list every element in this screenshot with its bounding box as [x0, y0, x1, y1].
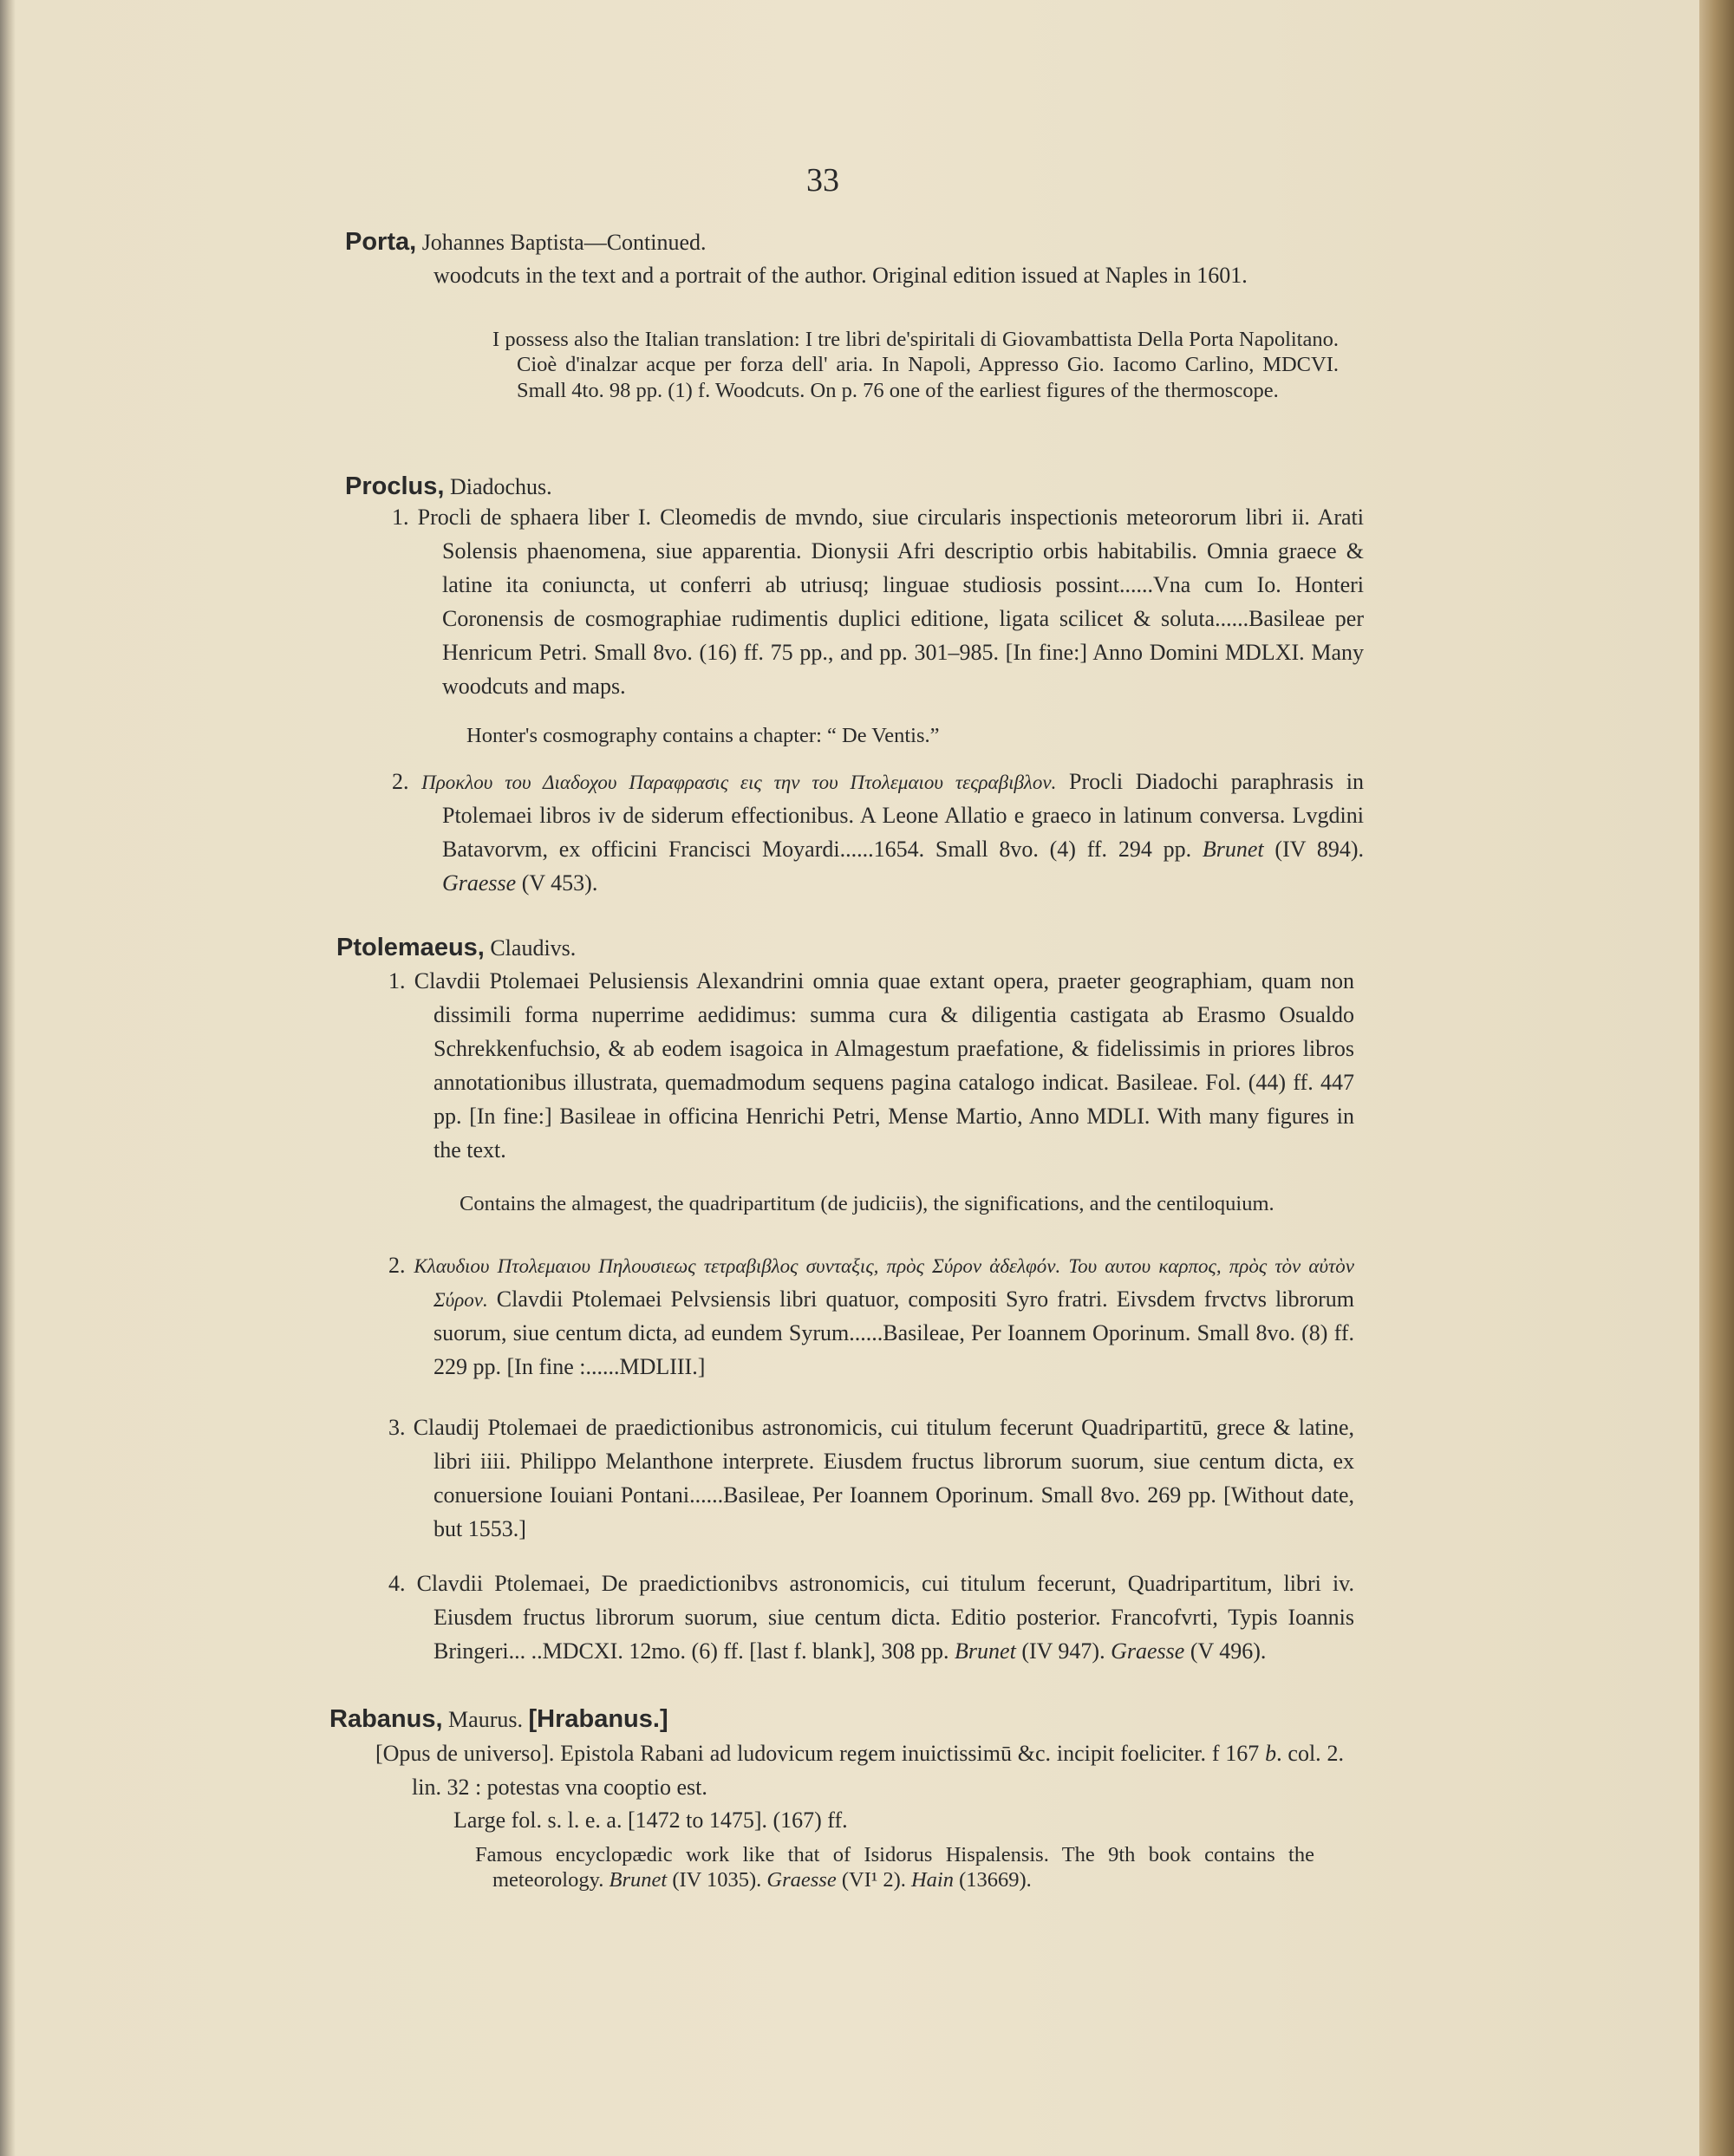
graesse-ref: Graesse [442, 870, 517, 896]
brunet-ref: Brunet [955, 1638, 1016, 1664]
proclus-item-2-num: 2. [392, 769, 422, 794]
hain-ref-num: (13669). [953, 1868, 1032, 1892]
ptolemaeus-name: Claudivs. [484, 935, 577, 961]
porta-name: Johannes Baptista—Continued. [416, 230, 707, 255]
ptolemaeus-item-2 [388, 1248, 1354, 1384]
page-edge [1699, 0, 1734, 2156]
ptolemaeus-item-2-text: Clavdii Ptolemaei Pelvsiensis libri quatuor, compositi Syro fratri. Eivsdem frvctvs librorum suorum, siue centum dicta, ad eundem Syrum......Basileae, Per Ioannem Oporinum. Small 8vo. (8) ff. 229 pp. [In fine :......MDLIII.] [434, 1286, 1354, 1379]
rabanus-head: Rabanus, [329, 1705, 443, 1733]
ptolemaeus-item-1-note: Contains the almagest, the quadripartitum (de judiciis), the significations, and the centiloquium. [460, 1192, 1274, 1215]
brunet-ref-num: (IV 947). [1015, 1638, 1111, 1664]
porta-note: I possess also the Italian translation: I tre libri de'spiritali di Giovambattista Della Porta Napolitano. Cioè d'inalzar acque per forza dell' aria. In Napoli, Appresso Gio. Iacomo Carlino, MDCVI. Small 4to. 98 pp. (1) f. Woodcuts. On p. 76 one of the earliest figures of the thermoscope. [492, 328, 1339, 402]
rabanus-item-1-line-2: Large fol. s. l. e. a. [1472 to 1475]. (167) ff. [453, 1808, 848, 1833]
brunet-ref-num: (IV 894). [1263, 837, 1364, 862]
porta-continuation: woodcuts in the text and a portrait of the author. Original edition issued at Naples in 1601. [434, 263, 1248, 288]
ptolemaeus-head: Ptolemaeus, [336, 934, 485, 961]
brunet-ref: Brunet [609, 1868, 668, 1892]
porta-heading [345, 224, 1316, 262]
rabanus-heading [329, 1701, 1316, 1739]
rabanus-alt-name: [Hrabanus.] [528, 1705, 668, 1733]
proclus-item-1: 1. Procli de sphaera liber I. Cleomedis de mvndo, siue circularis inspectionis meteororum libri ii. Arati Solensis phaenomena, siue apparentia. Dionysii Afri descriptio orbis habitabilis. Omnia graece & latine ita coniuncta, ut conferri ab utriusq; linguae studiosis possint......Vna cum Io. Honteri Coronensis de cosmographiae rudimentis duplici editione, ligata scilicet & soluta......Basileae per Henricum Petri. Small 8vo. (16) ff. 75 pp., and pp. 301–985. [In fine:] Anno Domini MDLXI. Many woodcuts and maps. [392, 505, 1364, 699]
ptolemaeus-greek-title: Κλαυδιου Πτολεμαιου Πηλουσιεως τετραβιβλος συνταξις, πρὸς Σύρον ἀδελφόν. Του αυτου καρπος, πρὸς τὸν αὐτὸν Σύρον. [414, 1255, 1354, 1311]
gutter-shadow [0, 0, 16, 2156]
ptolemaeus-item-4-text: 4. Clavdii Ptolemaei, De praedictionibvs astronomicis, cui titulum fecerunt, Quadripartitum, libri iv. Eiusdem fructus librorum suorum, siue centum dicta. Editio posterior. Francofvrti, Typis Ioannis Bringeri... ..MDCXI. 12mo. (6) ff. [last f. blank], 308 pp. [388, 1571, 1354, 1664]
page-number: 33 [806, 162, 839, 199]
rabanus-note [475, 1842, 1314, 1893]
graesse-ref: Graesse [766, 1868, 837, 1892]
rabanus-name: Maurus. [442, 1707, 529, 1732]
proclus-name: Diadochus. [444, 474, 552, 499]
proclus-item-2-text: Procli Diadochi paraphrasis in Ptolemaei libros iv de siderum effectionibus. A Leone Allatio e graeco in latinum conversa. Lvgdini Batavorvm, ex officini Francisci Moyardi......1654. Small 8vo. (4) ff. 294 pp. [442, 769, 1364, 862]
ptolemaeus-item-1: 1. Clavdii Ptolemaei Pelusiensis Alexandrini omnia quae extant opera, praeter geographiam, quam non dissimili forma nuperrime aedidimus: summa cura & diligentia castigata ab Erasmo Osualdo Schrekkenfuchsio, & ab eodem isagoica in Almagestum praefatione, & fidelissimis in priores libros annotationibus illustrata, quemadmodum sequens pagina catalogo indicat. Basileae. Fol. (44) ff. 447 pp. [In fine:] Basileae in officina Henrichi Petri, Mense Martio, Anno MDLI. With many figures in the text. [388, 968, 1354, 1163]
brunet-ref: Brunet [1202, 837, 1264, 862]
graesse-ref-num: (VI¹ 2). [836, 1868, 911, 1892]
rabanus-item-1-text-2: . col. 2. lin. 32 : potestas vna cooptio est. [412, 1741, 1344, 1800]
proclus-greek-title: Προκλου του Διαδοχου Παραφρασις εις την του Πτολεμαιου τεςραβιβλον. [421, 772, 1057, 793]
brunet-ref-num: (IV 1035). [667, 1868, 767, 1892]
ptolemaeus-heading [336, 929, 1316, 967]
graesse-ref-num: (V 496). [1184, 1638, 1267, 1664]
proclus-item-2 [392, 765, 1364, 900]
rabanus-item-1 [375, 1736, 1344, 1804]
ptolemaeus-item-4 [388, 1567, 1354, 1668]
rabanus-note-text: Famous encyclopædic work like that of Isidorus Hispalensis. The 9th book contains the meteorology. [475, 1843, 1314, 1892]
rabanus-item-1-b: b [1265, 1741, 1277, 1766]
proclus-item-1-note: Honter's cosmography contains a chapter: “ De Ventis.” [466, 724, 940, 747]
ptolemaeus-item-3: 3. Claudij Ptolemaei de praedictionibus astronomicis, cui titulum fecerunt Quadripartitū, grece & latine, libri iiii. Philippo Melanthone interprete. Eiusdem fructus librorum suorum, siue centum dicta, ex conuersione Iouiani Pontani......Basileae, Per Ioannem Oporinum. Small 8vo. 269 pp. [Without date, but 1553.] [388, 1415, 1354, 1541]
graesse-ref: Graesse [1111, 1638, 1185, 1664]
proclus-head: Proclus, [345, 472, 445, 500]
graesse-ref-num: (V 453). [516, 870, 598, 896]
hain-ref: Hain [910, 1868, 954, 1892]
rabanus-item-1-text: [Opus de universo]. Epistola Rabani ad ludovicum regem inuictissimū &c. incipit foeliciter. f 167 [375, 1741, 1266, 1766]
ptolemaeus-item-2-num: 2. [388, 1253, 414, 1278]
porta-head: Porta, [345, 228, 417, 256]
